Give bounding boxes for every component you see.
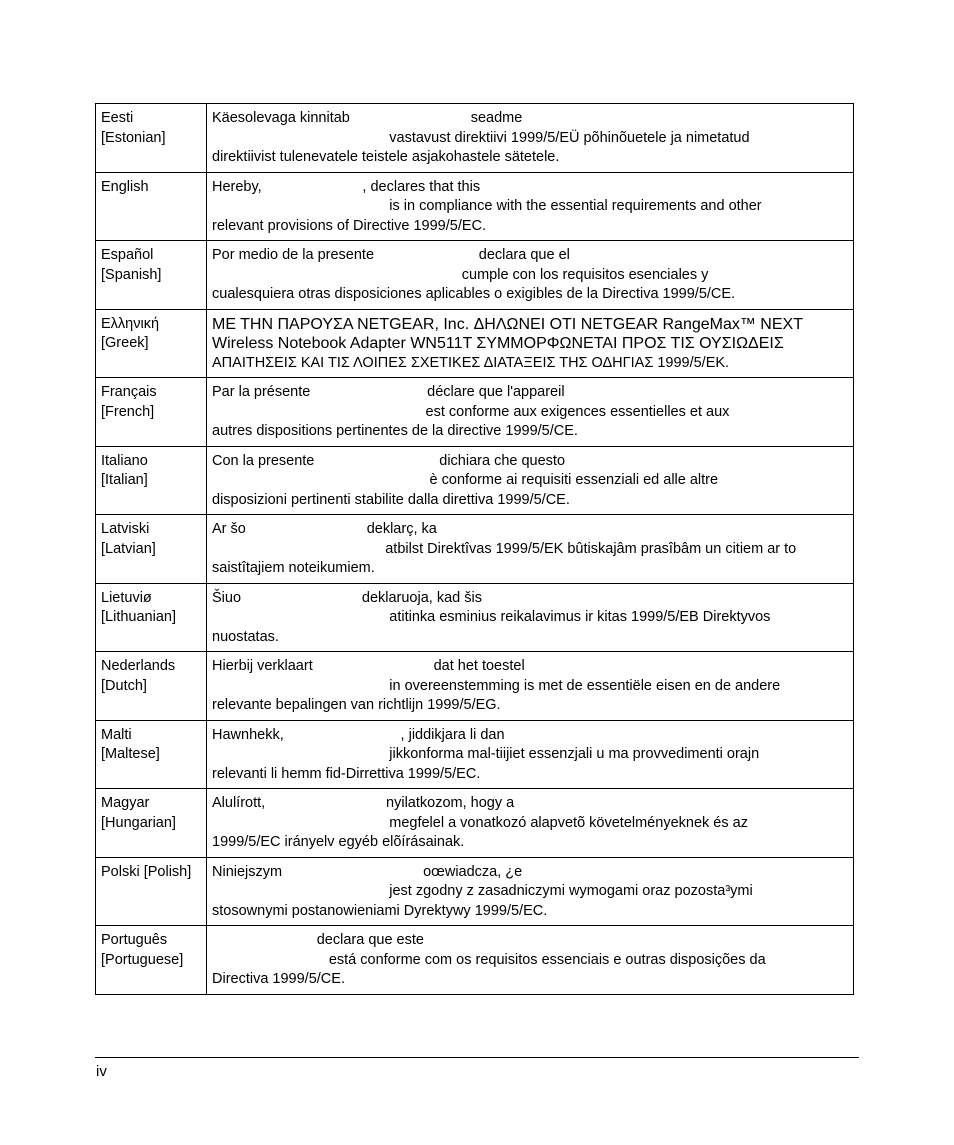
table-row	[96, 857, 854, 926]
language-label: [Maltese]	[101, 746, 160, 762]
declaration-text-cell	[207, 172, 854, 241]
language-label: [Hungarian]	[101, 814, 176, 831]
declaration-line: megfelel a vonatkozó alapvetõ követelményeknek és az	[212, 814, 748, 831]
language-label: Polski [Polish]	[101, 863, 192, 880]
language-cell	[96, 857, 207, 926]
language-label: [Italian]	[101, 472, 148, 488]
declaration-line: est conforme aux exigences essentielles et aux	[212, 403, 730, 420]
declaration-line: Par la présente déclare que l'appareil	[212, 384, 565, 400]
language-cell	[96, 241, 207, 310]
declaration-line: vastavust direktiivi 1999/5/EÜ põhinõuetele ja nimetatud	[212, 129, 750, 146]
declaration-line: Por medio de la presente declara que el	[212, 247, 570, 263]
declaration-text-cell	[207, 652, 854, 721]
language-label: Malti	[101, 726, 132, 743]
language-label: Ελληνική	[101, 315, 160, 332]
declaration-line: in overeenstemming is met de essentiële eisen en de andere	[212, 677, 781, 694]
declaration-line: relevanti li hemm fid-Dirrettiva 1999/5/EC.	[212, 765, 481, 782]
language-label: [Spanish]	[101, 266, 162, 283]
declaration-line: Šiuo deklaruoja, kad šis	[212, 589, 482, 606]
declaration-line: ΜΕ ΤΗΝ ΠΑΡΟΥΣΑ NETGEAR, Inc. ΔΗΛΩΝΕΙ ΟΤΙ NETGEAR RangeMax™ NEXT	[212, 315, 803, 333]
language-label: Español	[101, 247, 154, 263]
table-row	[96, 515, 854, 584]
language-cell	[96, 172, 207, 241]
declaration-line: direktiivist tulenevatele teistele asjakohastele sätetele.	[212, 149, 560, 165]
declaration-text-cell	[207, 720, 854, 789]
declaration-line: Hereby, , declares that this	[212, 178, 481, 195]
language-cell	[96, 652, 207, 721]
declaration-text-cell	[207, 789, 854, 858]
declaration-line: relevante bepalingen van richtlijn 1999/5/EG.	[212, 697, 501, 713]
declaration-line: Niniejszym oœwiadcza, ¿e	[212, 863, 523, 880]
language-label: [Estonian]	[101, 129, 166, 146]
declaration-line: 1999/5/EC irányelv egyéb elõírásainak.	[212, 834, 465, 850]
declaration-text-cell	[207, 926, 854, 995]
declaration-line: relevant provisions of Directive 1999/5/EC.	[212, 217, 487, 234]
page-number: iv	[96, 1063, 107, 1080]
declaration-line: atitinka esminius reikalavimus ir kitas 1999/5/EB Direktyvos	[212, 609, 771, 625]
language-label: Português	[101, 932, 168, 948]
table-row	[96, 789, 854, 858]
declaration-line: Ar šo deklarç, ka	[212, 521, 437, 537]
language-label: Magyar	[101, 795, 150, 811]
language-label: [Portuguese]	[101, 951, 184, 968]
table-row	[96, 583, 854, 652]
table-row	[96, 720, 854, 789]
declaration-line: Wireless Notebook Adapter WN511T ΣΥΜΜΟΡΦΩΝΕΤΑΙ ΠΡΟΣ ΤΙΣ ΟΥΣΙΩΔΕΙΣ	[212, 335, 784, 352]
declaration-line: Käesolevaga kinnitab seadme	[212, 110, 523, 126]
language-cell	[96, 378, 207, 447]
table-row	[96, 378, 854, 447]
declaration-line: stosownymi postanowieniami Dyrektywy 1999/5/EC.	[212, 902, 548, 919]
language-cell	[96, 926, 207, 995]
language-label: English	[101, 178, 149, 195]
footer-rule	[95, 1057, 859, 1058]
language-label: Latviski	[101, 521, 150, 537]
language-label: Nederlands	[101, 658, 176, 674]
declaration-text-cell	[207, 515, 854, 584]
declaration-line: declara que este	[212, 932, 424, 948]
language-label: [Dutch]	[101, 677, 147, 694]
declaration-line: is in compliance with the essential requirements and other	[212, 198, 762, 214]
table-row	[96, 652, 854, 721]
declaration-line: saistîtajiem noteikumiem.	[212, 560, 375, 576]
declaration-line: ΑΠΑΙΤΗΣΕΙΣ ΚΑΙ ΤΙΣ ΛΟΙΠΕΣ ΣΧΕΤΙΚΕΣ ΔΙΑΤΑΞΕΙΣ ΤΗΣ ΟΔΗΓΙΑΣ 1999/5/ΕΚ.	[212, 354, 730, 371]
declaration-line: è conforme ai requisiti essenziali ed alle altre	[212, 472, 719, 488]
language-label: [Greek]	[101, 335, 149, 351]
language-label: Eesti	[101, 110, 134, 126]
declaration-text-cell	[207, 309, 854, 378]
declaration-line: cumple con los requisitos esenciales y	[212, 266, 709, 283]
declaration-line: Con la presente dichiara che questo	[212, 452, 566, 469]
language-cell	[96, 720, 207, 789]
declaration-text-cell	[207, 241, 854, 310]
declaration-text-cell	[207, 104, 854, 173]
declaration-text-cell	[207, 446, 854, 515]
language-cell	[96, 446, 207, 515]
table-row	[96, 446, 854, 515]
language-label: Italiano	[101, 452, 148, 469]
declaration-line: Directiva 1999/5/CE.	[212, 971, 345, 987]
declaration-line: jikkonforma mal-tiijiet essenzjali u ma provvedimenti orajn	[212, 746, 760, 762]
table-row	[96, 241, 854, 310]
language-cell	[96, 104, 207, 173]
language-cell	[96, 515, 207, 584]
declaration-line: Hierbij verklaart dat het toestel	[212, 658, 525, 674]
declaration-text-cell	[207, 583, 854, 652]
language-label: [Lithuanian]	[101, 609, 176, 625]
declaration-text-cell	[207, 378, 854, 447]
declaration-line: nuostatas.	[212, 628, 279, 645]
language-cell	[96, 583, 207, 652]
table-row	[96, 172, 854, 241]
language-label: Français	[101, 384, 157, 400]
declaration-line: está conforme com os requisitos essenciais e outras disposições da	[212, 951, 766, 968]
language-cell	[96, 309, 207, 378]
table-row	[96, 926, 854, 995]
declaration-table	[95, 103, 854, 995]
declaration-text-cell	[207, 857, 854, 926]
table-row	[96, 309, 854, 378]
declaration-line: atbilst Direktîvas 1999/5/EK bûtiskajâm prasîbâm un citiem ar to	[212, 540, 797, 557]
language-cell	[96, 789, 207, 858]
declaration-line: Alulírott, nyilatkozom, hogy a	[212, 795, 515, 811]
table-row	[96, 104, 854, 173]
language-label: [French]	[101, 403, 155, 420]
declaration-line: jest zgodny z zasadniczymi wymogami oraz pozosta³ymi	[212, 883, 753, 899]
declaration-line: autres dispositions pertinentes de la directive 1999/5/CE.	[212, 423, 578, 439]
language-label: [Latvian]	[101, 540, 156, 557]
language-label: Lietuviø	[101, 589, 152, 606]
declaration-line: Hawnhekk, , jiddikjara li dan	[212, 726, 505, 743]
declaration-line: disposizioni pertinenti stabilite dalla direttiva 1999/5/CE.	[212, 491, 570, 508]
declaration-line: cualesquiera otras disposiciones aplicables o exigibles de la Directiva 1999/5/CE.	[212, 286, 736, 302]
